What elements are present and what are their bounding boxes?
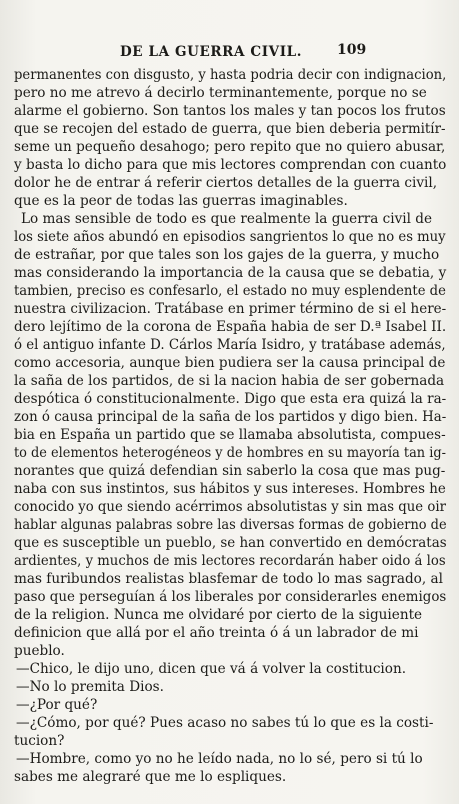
text-line: —¿Cómo, por qué? Pues acaso no sabes tú lo que es la costi-	[16, 715, 434, 731]
text-line: los siete años abundó en episodios sangrientos lo que no es muy	[14, 229, 446, 245]
text-line: alarme el gobierno. Son tantos los males y tan pocos los frutos	[14, 103, 446, 119]
text-line: norantes que quizá defendian sin saberlo la cosa que mas pug-	[14, 463, 446, 479]
text-line: ó el antiguo infante D. Cárlos María Isidro, y tratábase además,	[14, 337, 446, 353]
text-line: Lo mas sensible de todo es que realmente la guerra civil de	[21, 211, 433, 227]
text-line: conocido yo que siendo acérrimos absolutistas y sin mas que oir	[14, 499, 446, 515]
text-line: —No lo premita Dios.	[16, 679, 164, 695]
text-line: paso que perseguían á los liberales por considerarles enemigos	[14, 589, 447, 605]
text-line: hablar algunas palabras sobre las diversas formas de gobierno de	[14, 517, 447, 533]
text-line: que es la peor de todas las guerras imaginables.	[14, 193, 348, 209]
text-line: permanentes con disgusto, y hasta podria decir con indignacion,	[14, 67, 447, 83]
text-line: seme un pequeño desahogo; pero repito que no quiero abusar,	[14, 139, 446, 155]
text-line: zon ó causa principal de la saña de los partidos y digo bien. Ha-	[14, 409, 447, 425]
text-line: tambien, preciso es confesarlo, el estado no muy esplendente de	[14, 283, 446, 299]
running-head: DE LA GUERRA CIVIL.	[120, 44, 303, 60]
page-header	[0, 42, 459, 64]
text-line: to de elementos heterogéneos y de hombres en su mayoría tan ig-	[14, 445, 446, 461]
text-line: que se recojen del estado de guerra, que bien deberia permitír-	[14, 121, 446, 137]
text-line: —Hombre, como yo no he leído nada, no lo sé, pero si tú lo	[16, 751, 423, 767]
text-line: de estrañar, por que tales son los gajes de la guerra, y mucho	[14, 247, 440, 263]
text-line: ardientes, y muchos de mis lectores recordarán haber oido á los	[14, 553, 446, 569]
text-line: pueblo.	[14, 643, 65, 659]
text-line: mas considerando la importancia de la causa que se debatia, y	[14, 265, 447, 281]
text-line: de la religion. Nunca me olvidaré por cierto de la siguiente	[14, 607, 423, 623]
text-line: sabes me alegraré que me lo espliques.	[14, 769, 287, 785]
text-line: pero no me atrevo á decirlo terminantemente, porque no se	[14, 85, 427, 101]
text-line: bia en España un partido que se llamaba absolutista, compues-	[14, 427, 446, 443]
text-line: definicion que allá por el año treinta ó á un labrador de mi	[14, 625, 419, 641]
text-line: que es susceptible un pueblo, se han convertido en demócratas	[14, 535, 447, 551]
text-line: dero lejítimo de la corona de España habia de ser D.ª Isabel II.	[14, 319, 447, 335]
text-line: naba con sus instintos, sus hábitos y sus intereses. Hombres he	[14, 481, 446, 497]
text-line: despótica ó constitucionalmente. Digo que esta era quizá la ra-	[14, 391, 447, 407]
page-number: 109	[337, 42, 367, 58]
text-line: —Chico, le dijo uno, dicen que vá á volver la costitucion.	[16, 661, 407, 677]
text-line: como accesoria, aunque bien pudiera ser la causa principal de	[14, 355, 446, 371]
text-line: mas furibundos realistas blasfemar de todo lo mas sagrado, al	[14, 571, 443, 587]
text-line: —¿Por qué?	[16, 697, 98, 713]
text-line: dolor he de entrar á referir ciertos detalles de la guerra civil,	[14, 175, 438, 191]
text-line: tucion?	[14, 733, 65, 749]
text-line: y basta lo dicho para que mis lectores comprendan con cuanto	[14, 157, 447, 173]
text-line: nuestra civilizacion. Tratábase en primer término de si el here-	[14, 301, 447, 317]
text-line: la saña de los partidos, de si la nacion habia de ser gobernada	[14, 373, 445, 389]
